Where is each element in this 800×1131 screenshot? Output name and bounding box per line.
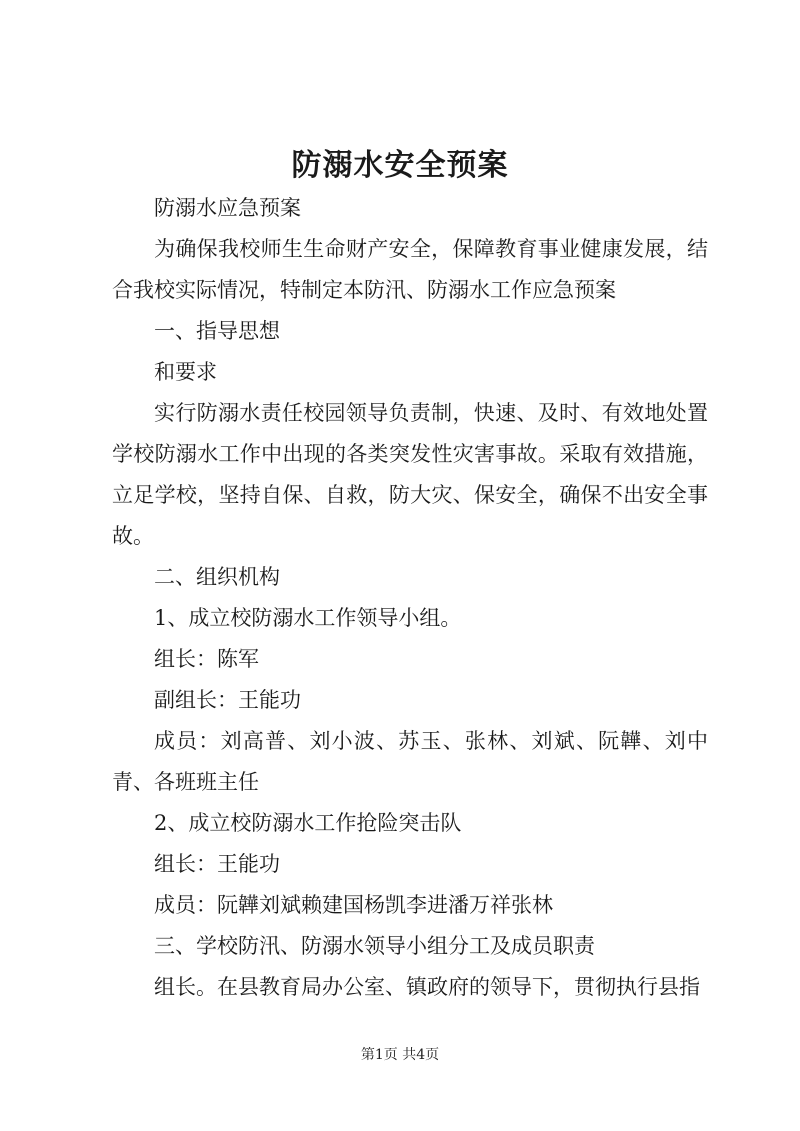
section-heading-guiding-principle: 一、指导思想 bbox=[154, 319, 280, 343]
section-heading-duties: 三、学校防汛、防溺水领导小组分工及成员职责 bbox=[154, 934, 595, 958]
section-heading-organization: 二、组织机构 bbox=[154, 565, 280, 589]
paragraph-guiding-principle: 实行防溺水责任校园领导负责制，快速、及时、有效地处置学校防溺水工作中出现的各类突发性灾害事故。采取有效措施，立足学校，坚持自保、自救，防大灾、保安全，确保不出安全事故。 bbox=[112, 401, 708, 548]
item-rescue-team: 2、成立校防溺水工作抢险突击队 bbox=[154, 811, 462, 835]
item-rescue-leader: 组长：王能功 bbox=[154, 852, 280, 876]
item-rescue-members: 成员：阮韡刘斌赖建国杨凯李进潘万祥张林 bbox=[154, 893, 553, 917]
page-number-footer: 第1页 共4页 bbox=[360, 1047, 440, 1063]
item-group-leader: 组长：陈军 bbox=[154, 647, 259, 671]
paragraph-leader-duties: 组长。在县教育局办公室、镇政府的领导下，贯彻执行县指 bbox=[154, 975, 700, 999]
item-deputy-leader: 副组长：王能功 bbox=[154, 688, 301, 712]
paragraph-heading-emergency-plan: 防溺水应急预案 bbox=[154, 196, 301, 220]
section-heading-requirements: 和要求 bbox=[154, 360, 217, 384]
paragraph-intro: 为确保我校师生生命财产安全，保障教育事业健康发展，结合我校实际情况，特制定本防汛、防溺水工作应急预案 bbox=[112, 237, 708, 302]
document-title: 防溺水安全预案 bbox=[291, 148, 509, 183]
item-leadership-group: 1、成立校防溺水工作领导小组。 bbox=[154, 606, 462, 630]
document-body bbox=[112, 188, 708, 1008]
item-group-members: 成员：刘高普、刘小波、苏玉、张林、刘斌、阮韡、刘中青、各班班主任 bbox=[112, 729, 708, 794]
